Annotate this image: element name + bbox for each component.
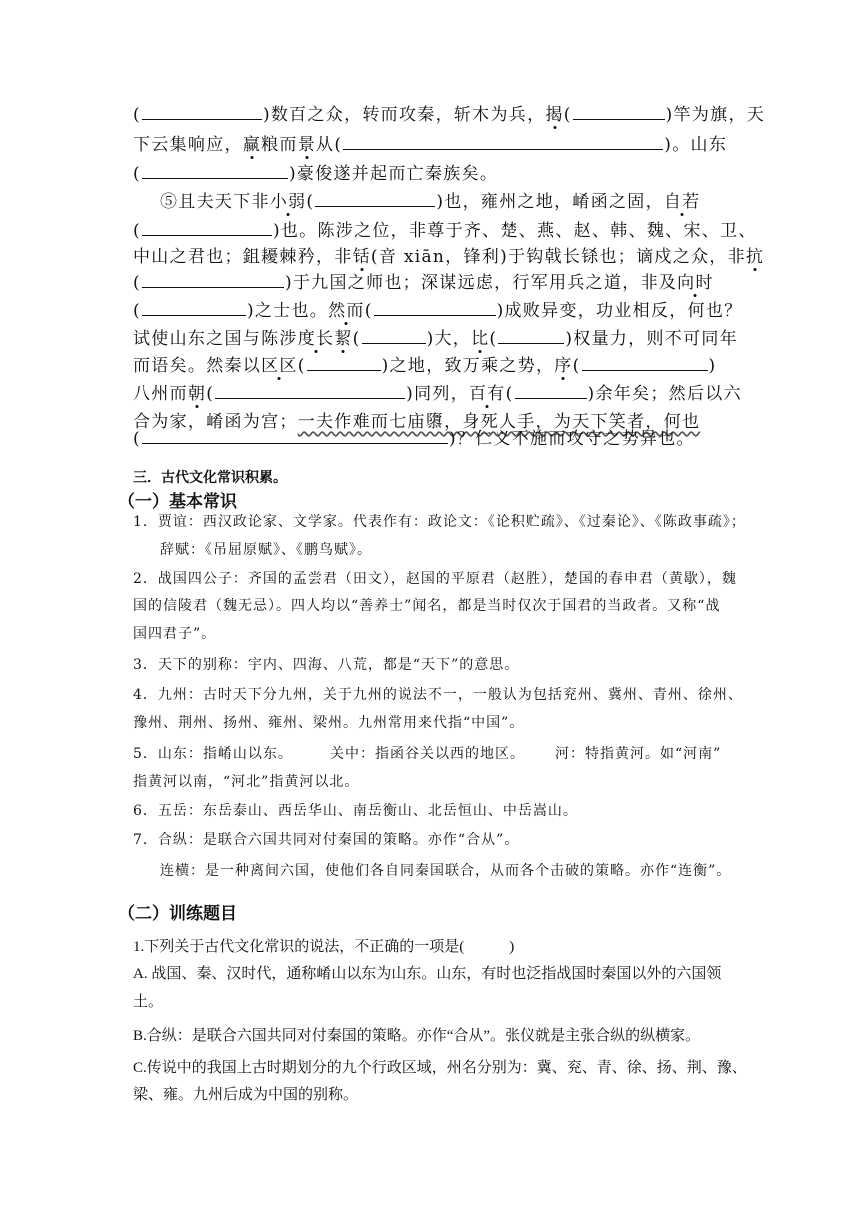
text: (: [297, 356, 306, 376]
dotted-char: 抗: [745, 247, 765, 267]
text: (: [489, 329, 498, 349]
text: )。山东: [664, 135, 728, 155]
text: )数百之众，转而攻秦，斩木为兵，: [262, 105, 546, 125]
fill-blank[interactable]: [142, 221, 272, 236]
knowledge-item-6: 6．五岳：东岳泰山、西岳华山、南岳衡山、北岳恒山、中岳嵩山。: [133, 803, 578, 819]
knowledge-item-2-cont: 国的信陵君（魏无忌）。四人均以“善养士”闻名，都是当时仅次于国君的当政者。又称“战: [133, 598, 721, 614]
fill-blank[interactable]: [315, 192, 435, 207]
text: )余年矣；然后以六: [587, 384, 742, 404]
subsection-title-practice: （二）训练题目: [118, 904, 237, 924]
passage-line-6: [133, 245, 765, 269]
text: 中山之君也；鉏耰棘矜，非: [133, 247, 353, 267]
text: (: [352, 329, 361, 349]
text: (: [133, 221, 141, 241]
fill-blank[interactable]: [582, 356, 708, 371]
text: )权量力，则不可同年: [565, 329, 738, 349]
option-a-cont: 土。: [133, 994, 164, 1010]
knowledge-item-7: 7．合纵：是联合六国共同对付秦国的策略。亦作“合从”。: [133, 832, 520, 848]
fill-blank[interactable]: [362, 329, 426, 344]
passage-line-1: [133, 103, 766, 127]
passage-line-13: [133, 427, 730, 451]
knowledge-item-5-guanzhong: 关中：指函谷关以西的地区。: [330, 746, 525, 762]
dotted-char: 度长: [297, 329, 335, 349]
dotted-char: 朝: [187, 384, 207, 404]
text: (: [133, 105, 141, 125]
knowledge-item-1: 1．贾谊：西汉政论家、文学家。代表作有：政论文：《论积贮疏》、《过秦论》、《陈政事疏》；: [133, 514, 746, 530]
passage-line-10: [133, 354, 730, 378]
text: )也，雍州之地，崤函之固，: [436, 192, 664, 212]
section-title: 三．古代文化常识积累。: [133, 470, 287, 486]
passage-line-5: [133, 219, 757, 243]
text: )大，: [426, 329, 472, 349]
text: )也。陈涉之位，非尊于齐、楚、燕、赵、韩、魏、宋、卫、: [272, 221, 757, 241]
knowledge-item-4-cont: 豫州、荆州、扬州、雍州、梁州。九州常用来代指“中国”。: [133, 715, 525, 731]
option-a: A. 战国、秦、汉时代，通称崤山以东为山东。山东，有时也泛指战国时秦国以外的六国领: [133, 966, 722, 982]
text: ): [708, 356, 717, 376]
dotted-char: 自若: [663, 192, 701, 212]
knowledge-item-5-he: 河：特指黄河。如“河南”: [555, 746, 722, 762]
text: )成败异变，功业相反，何也？: [496, 301, 743, 321]
passage-line-11: [133, 382, 742, 406]
passage-line-9: [133, 327, 738, 351]
fill-blank[interactable]: [343, 135, 663, 150]
fill-blank[interactable]: [307, 356, 381, 371]
text: 八州而: [133, 384, 188, 404]
passage-line-3: [133, 162, 730, 186]
dotted-char: 景: [297, 135, 317, 155]
text: (: [133, 429, 141, 449]
fill-blank[interactable]: [498, 329, 564, 344]
text: (: [133, 273, 141, 293]
text: (: [563, 105, 572, 125]
knowledge-item-7-lianheng: 连横：是一种离间六国，使他们各自同秦国联合，从而各个击破的策略。亦作“连衡”。: [160, 863, 732, 879]
dotted-char: 赢: [242, 135, 262, 155]
fill-blank[interactable]: [142, 301, 246, 316]
knowledge-item-2-cont2: 国四君子”。: [133, 626, 217, 642]
text: )于九国之师也；深谋远虑，行军用兵之道，非及: [284, 273, 678, 293]
text: 而语矣。然秦以: [133, 356, 262, 376]
dotted-char: 百有: [469, 384, 506, 404]
knowledge-item-2: 2．战国四公子：齐国的孟尝君（田文），赵国的平原君（赵胜），楚国的春申君（黄歇），魏: [133, 571, 737, 587]
text: (: [206, 384, 215, 404]
dotted-char: 比: [471, 329, 490, 349]
passage-line-2: [133, 133, 730, 157]
text: 粮而: [261, 135, 298, 155]
fill-blank[interactable]: [142, 273, 284, 288]
option-c-cont: 梁、雍。九州后成为中国的别称。: [133, 1087, 359, 1103]
fill-blank[interactable]: [515, 384, 587, 399]
passage-line-8: [133, 299, 743, 323]
text: )之士也。: [246, 301, 329, 321]
text: )？仁义不施而攻守之势异也。: [448, 429, 695, 449]
dotted-char: 絜: [334, 329, 353, 349]
option-b: B.合纵：是联合六国共同对付秦国的策略。亦作“合从”。张仪就是主张合纵的纵横家。: [133, 1028, 701, 1044]
text: )之地，致万乘之势，: [381, 356, 555, 376]
fill-blank[interactable]: [142, 429, 448, 444]
wavy-underlined-text: 一夫作难而七庙隳，身死人手，为天下笑者，何也: [297, 412, 701, 432]
knowledge-item-5: 5．山东：指崤山以东。: [133, 746, 293, 762]
dotted-char: 揭: [545, 105, 564, 125]
text: (: [505, 384, 514, 404]
text: 合为家，崤函为宫；: [133, 412, 298, 432]
knowledge-item-1-cont: 辞赋：《吊屈原赋》、《鹏鸟赋》。: [160, 542, 372, 558]
knowledge-item-5-cont: 指黄河以南，“河北”指黄河以北。: [133, 774, 360, 790]
text: (: [572, 356, 581, 376]
fill-blank[interactable]: [374, 301, 496, 316]
dotted-char: 向时: [677, 273, 714, 293]
text: (音 xiān，锋利)于钩戟长铩也；谪戍之众，非: [370, 247, 746, 267]
question-1: 1.下列关于古代文化常识的说法，不正确的一项是( ): [133, 939, 515, 955]
text: ⑤且夫天下非: [160, 192, 270, 212]
text: 从(: [316, 135, 343, 155]
text: )竿为旗，天: [665, 105, 766, 125]
text: )豪俊遂并起而亡秦族矣。: [288, 164, 499, 184]
passage-line-7: [133, 271, 730, 295]
knowledge-item-4: 4．九州：古时天下分九州，关于九州的说法不一，一般认为包括兖州、冀州、青州、徐州、: [133, 687, 743, 703]
fill-blank[interactable]: [142, 164, 288, 179]
fill-blank[interactable]: [215, 384, 405, 399]
text: (: [306, 192, 315, 212]
dotted-char: 区区: [261, 356, 298, 376]
subsection-title-basic: （一）基本常识: [118, 492, 237, 512]
text: )同列，: [406, 384, 469, 404]
fill-blank[interactable]: [142, 105, 262, 120]
text: 下云集响应，: [133, 135, 243, 155]
text: 试使山东之国与陈涉: [133, 329, 298, 349]
text: (: [133, 164, 141, 184]
dotted-char: 小弱: [269, 192, 307, 212]
knowledge-item-3: 3．天下的别称：宇内、四海、八荒，都是“天下”的意思。: [133, 657, 520, 673]
text: (: [364, 301, 373, 321]
dotted-char: 铦: [352, 247, 371, 267]
fill-blank[interactable]: [573, 105, 665, 120]
passage-line-4: [160, 190, 730, 214]
dotted-char: 然而: [328, 301, 365, 321]
option-c: C.传说中的我国上古时期划分的九个行政区域，州名分别为：冀、兖、青、徐、扬、荆、豫、: [133, 1060, 747, 1076]
dotted-char: 序: [554, 356, 573, 376]
text: (: [133, 301, 141, 321]
